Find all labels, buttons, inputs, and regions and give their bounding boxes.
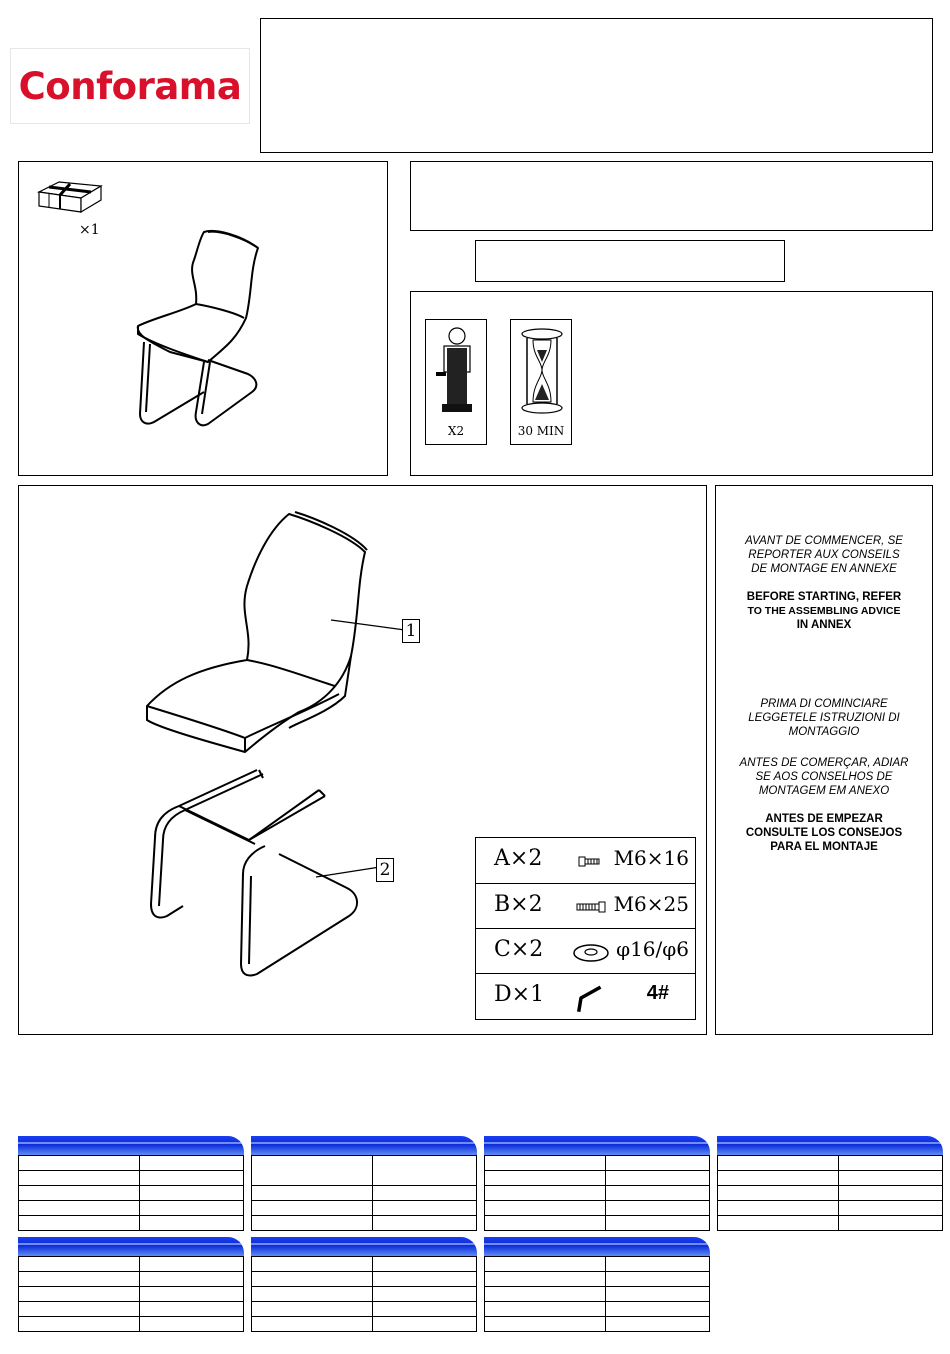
hardware-spec: M6×25 — [613, 892, 689, 916]
header-blank-box — [260, 18, 933, 153]
part-2-leader-line — [314, 861, 384, 881]
requirements-panel — [410, 291, 933, 476]
info-table — [484, 1136, 710, 1231]
advice-line: CONSULTE LOS CONSEJOS — [745, 827, 903, 839]
part-1-leader-line — [329, 616, 409, 636]
advice-line: TO THE ASSEMBLING ADVICE — [747, 605, 901, 617]
people-count-label: X2 — [447, 424, 465, 438]
hardware-spec: φ16/φ6 — [616, 937, 689, 961]
washer-icon — [573, 939, 613, 965]
assembled-chair-illustration — [124, 222, 284, 432]
short-bolt-icon — [573, 848, 613, 874]
package-count: ×1 — [79, 222, 100, 238]
hardware-row — [476, 973, 695, 1018]
hardware-row — [476, 883, 695, 928]
advice-line: AVANT DE COMMENCER, SE — [745, 535, 903, 547]
hourglass-icon — [519, 326, 565, 414]
hardware-list — [475, 837, 696, 1020]
info-table — [18, 1237, 244, 1332]
info-table — [251, 1237, 477, 1332]
title-blank-box — [410, 161, 933, 231]
advice-line: DE MONTAGE EN ANNEXE — [751, 563, 897, 575]
person-icon — [434, 326, 480, 416]
info-table-header — [484, 1237, 710, 1256]
hardware-code: A×2 — [494, 846, 543, 871]
advice-line: PARA EL MONTAJE — [770, 841, 878, 853]
part-1-callout: 1 — [402, 619, 420, 643]
advice-italian — [716, 697, 932, 739]
long-bolt-icon — [573, 894, 613, 920]
hardware-code: D×1 — [494, 982, 545, 1007]
advice-portuguese — [716, 756, 932, 798]
two-persons-card — [425, 319, 487, 445]
advice-line: ANTES DE EMPEZAR — [765, 813, 883, 825]
hardware-code: C×2 — [494, 937, 544, 962]
info-table-header — [484, 1136, 710, 1155]
package-box-icon — [35, 176, 105, 218]
advice-french — [716, 534, 932, 576]
info-table-header — [251, 1136, 477, 1155]
info-table-header — [251, 1237, 477, 1256]
advice-spanish — [716, 812, 932, 854]
info-table — [484, 1237, 710, 1332]
advice-line: ANTES DE COMERÇAR, ADIAR — [739, 757, 909, 769]
advice-line: LEGGETELE ISTRUZIONI DI — [748, 712, 900, 724]
reference-blank-box — [475, 240, 785, 282]
seat-part-illustration — [129, 506, 389, 766]
hardware-code: B×2 — [494, 892, 543, 917]
conforama-logo — [10, 48, 250, 124]
advice-line: IN ANNEX — [796, 619, 852, 631]
advice-line: REPORTER AUX CONSEILS — [748, 549, 900, 561]
product-overview-panel — [18, 161, 388, 476]
hardware-row — [476, 928, 695, 973]
advice-line: MONTAGEM EM ANEXO — [758, 785, 890, 797]
allen-key-icon — [573, 982, 613, 1012]
hardware-spec: M6×16 — [613, 846, 689, 870]
brand-name: Conforama — [18, 64, 242, 108]
advice-line: PRIMA DI COMINCIARE — [760, 698, 888, 710]
hardware-spec: 4# — [646, 982, 669, 1004]
advice-english — [716, 590, 932, 632]
advice-line: MONTAGGIO — [788, 726, 860, 738]
info-table-header — [18, 1237, 244, 1256]
hardware-row — [476, 838, 695, 883]
info-table-header — [717, 1136, 943, 1155]
part-2-callout: 2 — [376, 858, 394, 882]
advice-line: SE AOS CONSELHOS DE — [755, 771, 893, 783]
assembly-time-card — [510, 319, 572, 445]
info-table — [251, 1136, 477, 1231]
info-table-header — [18, 1136, 244, 1155]
assembly-time-label: 30 MIN — [517, 424, 565, 438]
advice-line: BEFORE STARTING, REFER — [746, 591, 902, 603]
info-table — [717, 1136, 943, 1231]
info-table — [18, 1136, 244, 1231]
